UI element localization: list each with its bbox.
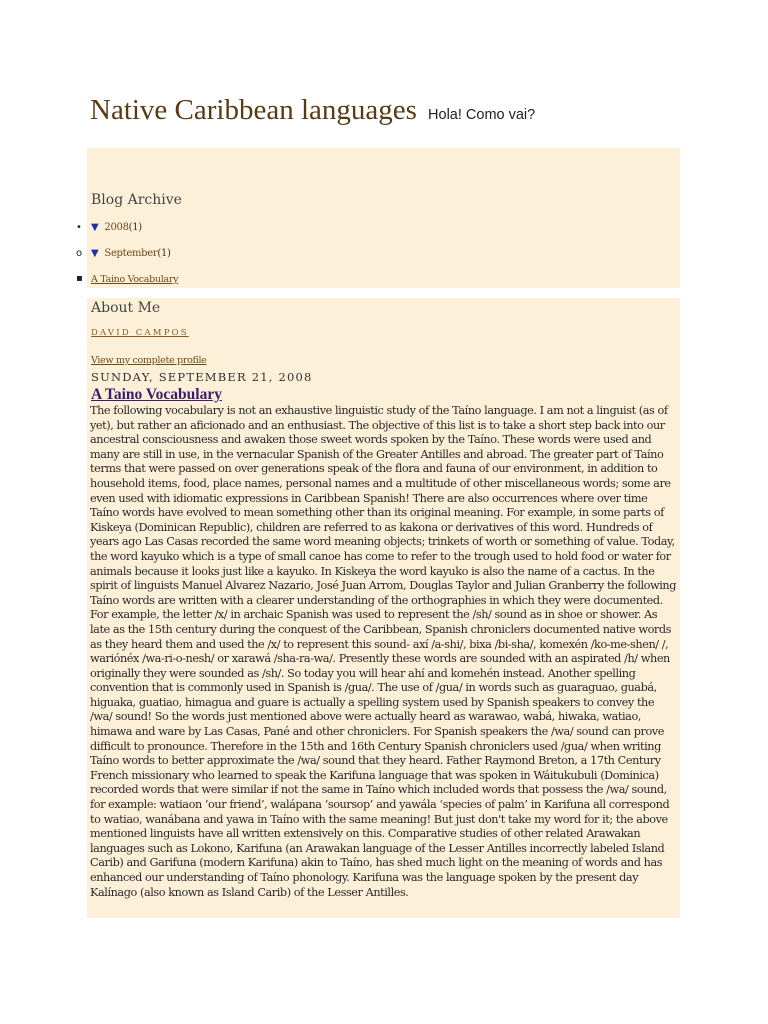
archive-month-row: [91, 248, 171, 259]
profile-link[interactable]: View my complete profile: [91, 355, 207, 366]
bullet-2: o: [76, 248, 83, 259]
archive-year-link[interactable]: 2008: [104, 222, 129, 233]
blog-description: Hola! Como vai?: [428, 107, 536, 123]
expand-toggle-icon[interactable]: ▼: [91, 248, 99, 259]
archive-month-count: (1): [157, 248, 171, 259]
about-heading: About Me: [91, 300, 161, 316]
archive-year-count: (1): [128, 222, 142, 233]
archive-heading: Blog Archive: [91, 192, 182, 208]
profile-row: [91, 348, 207, 367]
archive-month-link[interactable]: September: [104, 248, 158, 259]
bullet-3: ▪: [76, 273, 83, 284]
archive-post-row: [91, 274, 178, 285]
post-title[interactable]: A Taino Vocabulary: [91, 386, 222, 403]
author-link[interactable]: DAVID CAMPOS: [91, 328, 189, 338]
post-date: SUNDAY, SEPTEMBER 21, 2008: [91, 370, 313, 384]
post-body: The following vocabulary is not an exhaustive linguistic study of the Taíno language. I am not a linguist (as of yet), but rather an aficionado and an enthusiast. The objective of this list is to take a short step back into our ancestral consciousness and awaken those sweet words spoken by the Taíno. These words were used and many are still in use, in the vernacular Spanish of the Greater Antilles and abroad. The greater part of Taíno terms that were passed on over generations speak of the flora and fauna of our environment, in addition to household items, food, place names, personal names and a multitude of other miscellaneous words; some are even used with idiomatic expressions in Caribbean Spanish! There are also occurrences where over time Taíno words have evolved to mean something other than its original meaning. For example, in some parts of Kiskeya (Dominican Republic), children are referred to as kakona or derivatives of this word. Hundreds of years ago Las Casas recorded the same word meaning objects; trinkets of worth or something of value. Today, the word kayuko which is a type of small canoe has come to refer to the trough used to hold food or water for animals because it looks just like a kayuko. In Kiskeya the word kayuko is also the name of a cactus. In the spirit of linguists Manuel Alvarez Nazario, José Juan Arrom, Douglas Taylor and Julian Granberry the following Taíno words are written with a clearer understanding of the orthographies in which they were documented. For example, the letter /x/ in archaic Spanish was used to represent the /sh/ sound as in shoe or shower. As late as the 15th century during the conquest of the Caribbean, Spanish chroniclers documented native words as they heard them and used the /x/ to represent this sound- axí /a-shi/, bixa /bi-sha/, komexén /ko-me-shen/ /, wariónéx /wa-ri-o-nesh/ or xarawá /sha-ra-wa/. Presently these words are sounded with an aspirated /h/ when originally they were sounded as /sh/. So today you will hear ahí and komehén instead. Another spelling convention that is commonly used in Spanish is /gua/. The use of /gua/ in words such as guaraguao, guabá, higuaka, guatiao, himagua and guare is actually a spelling system used by Spanish speakers to convey the /wa/ sound! So the words just mentioned above were actually heard as warawao, wabá, hiwaka, watiao, himawa and ware by Las Casas, Pané and other chroniclers. For Spanish speakers the /wa/ sound can prove difficult to pronounce. Therefore in the 15th and 16th Century Spanish chroniclers used /gua/ when writing Taíno words to better approximate the /wa/ sound that they heard. Father Raymond Breton, a 17th Century French missionary who learned to speak the Karifuna language that was spoken in Wáitukubuli (Dominica) recorded words that were similar if not the same in Taíno which included words that possess the /wa/ sound, for example: watiaon ‘our friend’, walápana ‘soursop’ and yawála ‘species of palm’ in Karifuna all correspond to watiao, wanábana and yawa in Taíno with the same meaning! But just don't take my word for it; the above mentioned linguists have all written extensively on this. Comparative studies of other related Arawakan languages such as Lokono, Karifuna (an Arawakan language of the Lesser Antilles incorrectly labeled Island Carib) and Garifuna (modern Karifuna) akin to Taíno, has shed much light on the meaning of words and has enhanced our understanding of Taíno phonology. Karifuna was the language spoken by the present day Kalínago (also known as Island Carib) of the Lesser Antilles.: [90, 404, 676, 899]
bullet-1: •: [76, 222, 82, 233]
archive-year-row: [91, 222, 142, 233]
archive-post-link[interactable]: A Taino Vocabulary: [91, 274, 179, 285]
blog-header: [90, 94, 535, 127]
blog-title[interactable]: Native Caribbean languages: [90, 94, 417, 126]
header-panel: [87, 148, 680, 190]
expand-toggle-icon[interactable]: ▼: [91, 222, 99, 233]
